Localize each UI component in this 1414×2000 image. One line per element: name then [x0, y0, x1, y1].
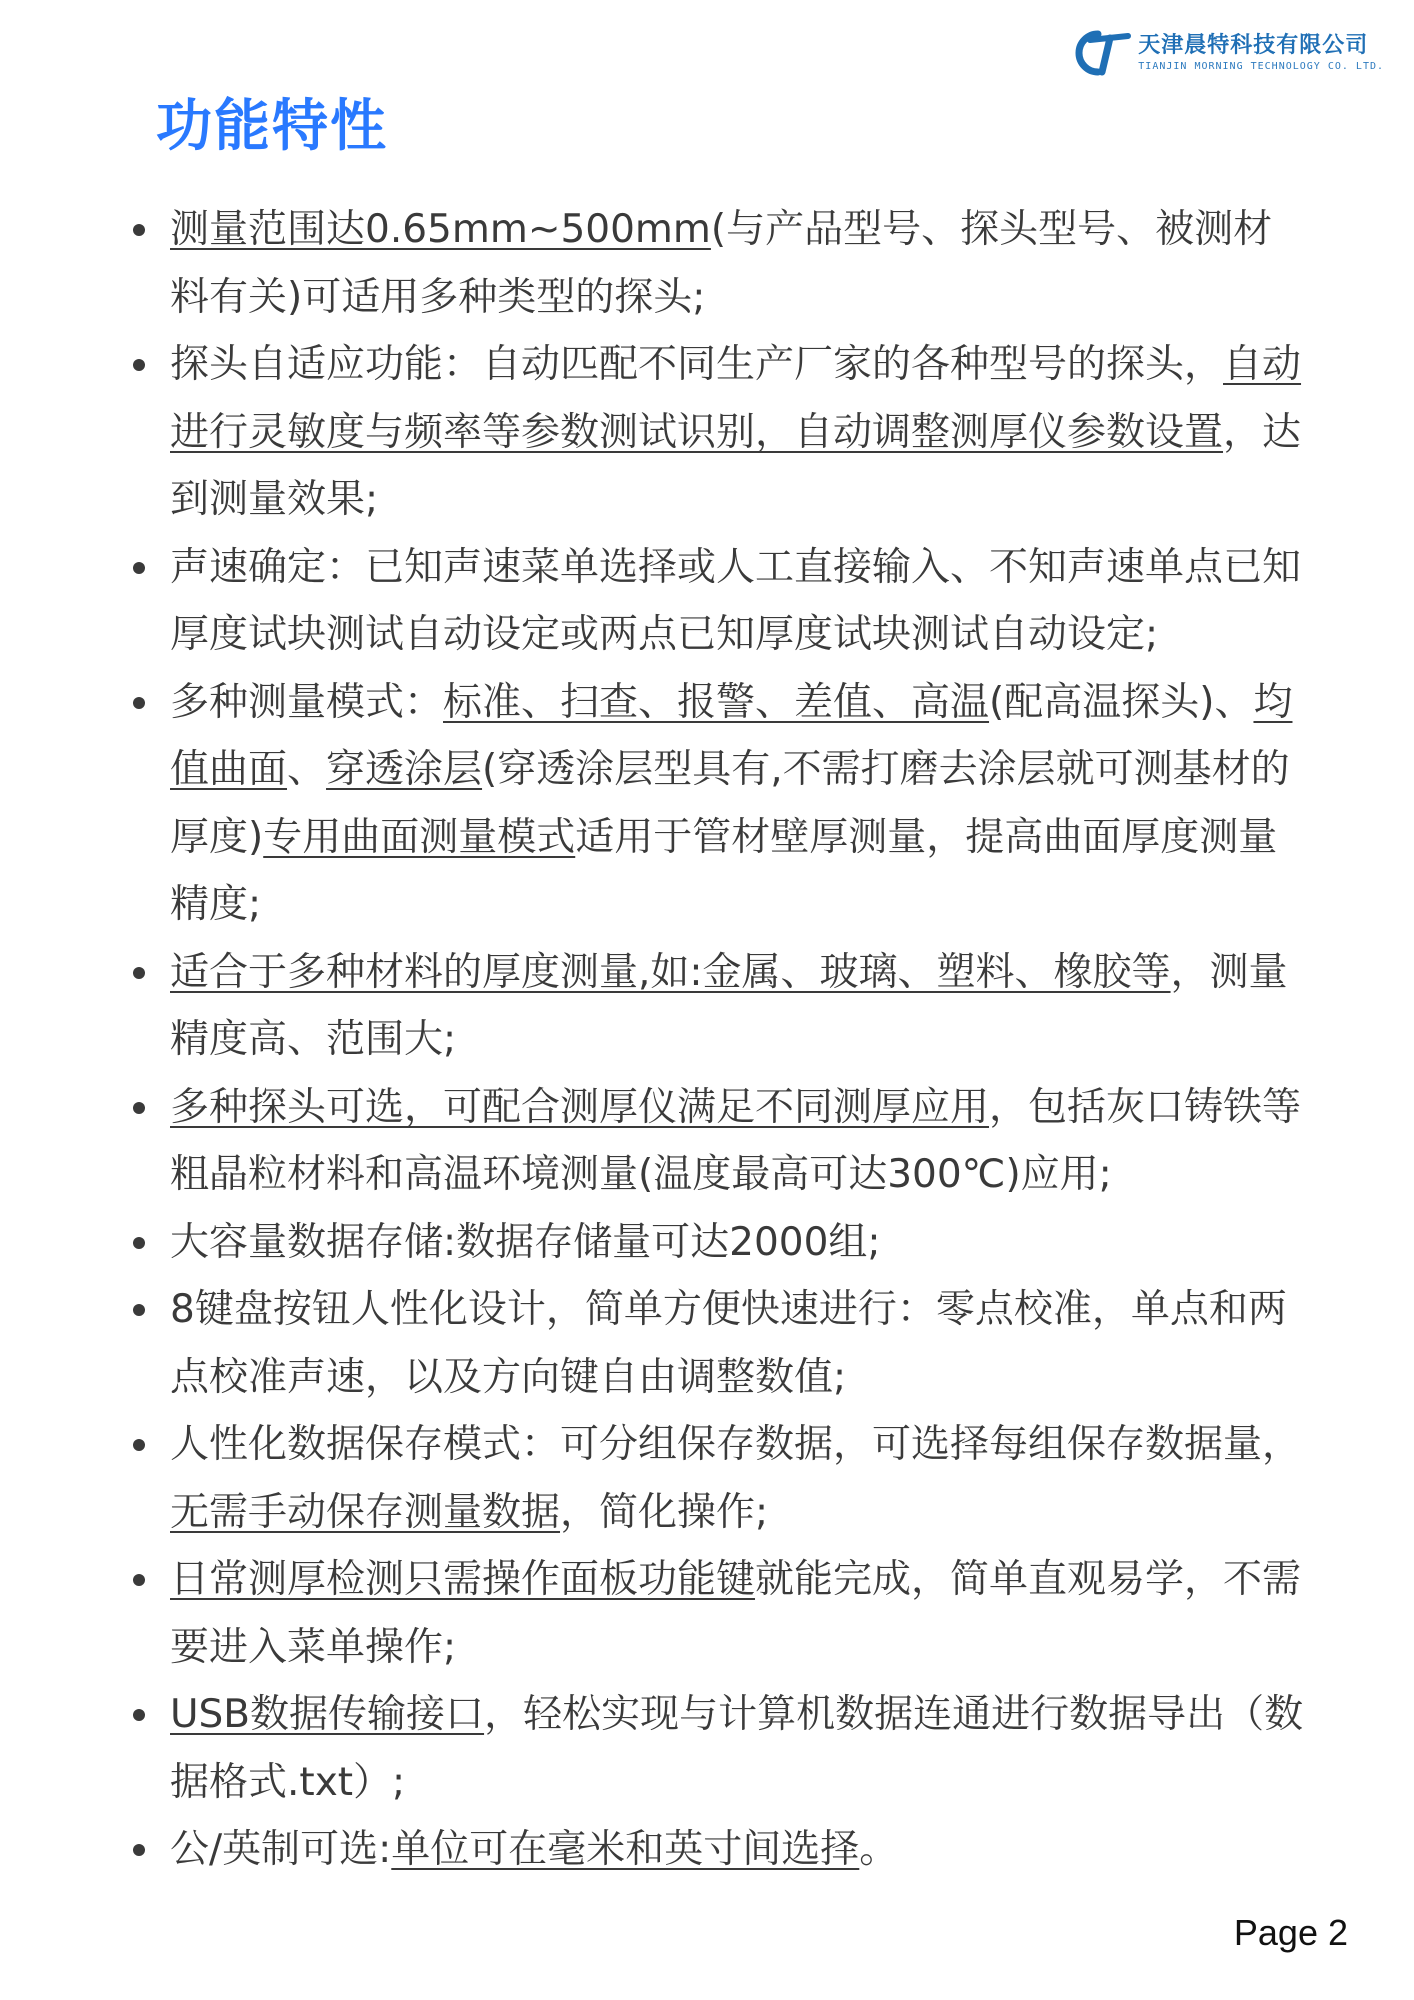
feature-text: 声速确定：已知声速菜单选择或人工直接输入、不知声速单点已知厚度试块测试自动设定或两点已知厚度试块测试自动设定; [170, 544, 1302, 657]
feature-item [135, 1209, 1310, 1277]
ct-logo-icon [1068, 26, 1132, 80]
company-name-cn: 天津晨特科技有限公司 [1138, 32, 1369, 58]
feature-item [135, 1074, 1310, 1209]
feature-text: ，达到测量效果; [170, 409, 1302, 522]
feature-text: ，简化操作; [560, 1489, 769, 1535]
feature-item [135, 1546, 1310, 1681]
feature-item [135, 1411, 1310, 1546]
feature-text: (配高温探头)、 [989, 679, 1254, 725]
company-logo [1068, 26, 1384, 80]
feature-text: 人性化数据保存模式：可分组保存数据，可选择每组保存数据量， [170, 1422, 1302, 1467]
feature-text: 。 [859, 1827, 899, 1872]
feature-underlined-text: 均值曲面 [170, 679, 1293, 792]
feature-underlined-text: 测量范围达0.65mm~500mm [170, 207, 711, 252]
feature-underlined-text: 专用曲面测量模式 [263, 814, 576, 860]
feature-item [135, 1681, 1310, 1816]
feature-text: 多种测量模式： [170, 679, 444, 725]
feature-underlined-text: 穿透涂层 [326, 747, 483, 792]
feature-underlined-text: 日常测厚检测只需操作面板功能键 [170, 1557, 756, 1602]
feature-item [135, 1816, 1310, 1884]
feature-text: 适用于管材壁厚测量，提高曲面厚度测量精度; [170, 814, 1278, 927]
feature-text: ，轻松实现与计算机数据连通进行数据导出（数据格式.txt）; [170, 1692, 1304, 1805]
feature-item [135, 669, 1310, 939]
company-name-en: TIANJIN MORNING TECHNOLOGY CO. LTD. [1138, 61, 1384, 72]
feature-item [135, 1276, 1310, 1411]
feature-underlined-text: 多种探头可选，可配合测厚仪满足不同测厚应用 [170, 1084, 990, 1130]
feature-text: 探头自适应功能：自动匹配不同生产厂家的各种型号的探头， [170, 342, 1224, 387]
feature-text: (与产品型号、探头型号、被测材料有关)可适用多种类型的探头; [170, 207, 1273, 320]
feature-text: ，测量精度高、范围大; [170, 949, 1288, 1062]
feature-list [135, 196, 1310, 1884]
page-number: Page 2 [1233, 1912, 1348, 1953]
feature-item [135, 939, 1310, 1074]
feature-item [135, 534, 1310, 669]
feature-underlined-text: 标准、扫查、报警、差值、高温 [443, 679, 990, 725]
page-title: 功能特性 [156, 94, 388, 159]
feature-text: 公/英制可选: [170, 1827, 392, 1872]
feature-text: 大容量数据存储:数据存储量可达2000组; [170, 1219, 881, 1265]
feature-underlined-text: USB数据传输接口 [170, 1692, 485, 1737]
feature-item [135, 196, 1310, 331]
feature-text: 就能完成，简单直观易学，不需要进入菜单操作; [170, 1557, 1302, 1670]
feature-text: 、 [287, 747, 327, 792]
feature-underlined-text: 自动进行灵敏度与频率等参数测试识别，自动调整测厚仪参数设置 [170, 342, 1302, 455]
feature-underlined-text: 单位可在毫米和英寸间选择 [391, 1827, 860, 1872]
feature-item [135, 331, 1310, 534]
feature-text: 8键盘按钮人性化设计，简单方便快速进行：零点校准，单点和两点校准声速，以及方向键自由调整数值; [170, 1287, 1287, 1400]
feature-underlined-text: 适合于多种材料的厚度测量,如:金属、玻璃、塑料、橡胶等 [170, 949, 1171, 995]
feature-text: ，包括灰口铸铁等粗晶粒材料和高温环境测量(温度最高可达300℃)应用; [170, 1084, 1302, 1197]
feature-underlined-text: 无需手动保存测量数据 [170, 1489, 561, 1535]
feature-text: (穿透涂层型具有,不需打磨去涂层就可测基材的厚度) [170, 747, 1290, 860]
